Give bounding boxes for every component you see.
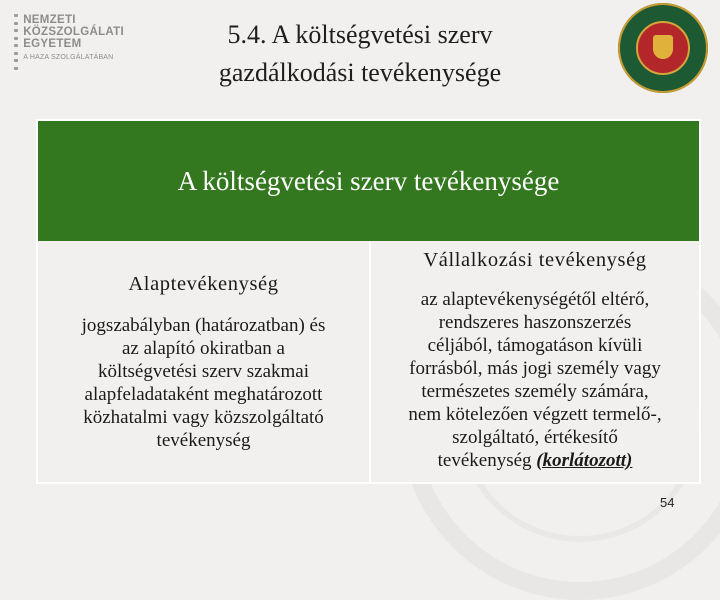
table-header-text: A költségvetési szerv tevékenysége [177,165,560,196]
seal-crest-icon [636,21,690,75]
text-line: forrásból, más jogi személy vagy [409,358,661,379]
logo-tagline: A HAZA SZOLGÁLATÁBAN [23,54,114,61]
text-line: rendszeres haszonszerzés [438,312,632,333]
core-activity-heading: Alaptevékenység [128,273,279,295]
text-line: tevékenység [156,430,251,451]
text-line: az alaptevékenységétől eltérő, [420,289,650,310]
slide-title-line2: gazdálkodási tevékenysége [218,58,502,87]
text-line: az alapító okiratban a [121,338,285,359]
university-logo [14,14,124,76]
text-line: jogszabályban (határozatban) és [81,315,326,336]
table-header [38,121,699,241]
activity-table [36,119,701,484]
text-line-last [377,449,693,472]
text-line: szolgáltató, értékesítő [452,427,618,448]
text-line: költségvetési szerv szakmai [97,361,310,382]
logo-text [23,14,124,64]
restricted-note: (korlátozott) [536,450,633,471]
business-activity-column [371,241,699,482]
slide-title-line1: 5.4. A költségvetési szerv [227,20,493,49]
core-activity-text [44,314,363,452]
logo-name-line3: EGYETEM [23,38,82,50]
text-line: alapfeladataként meghatározott [84,384,323,405]
core-activity-column [38,241,371,482]
logo-name-line2: KÖZSZOLGÁLATI [23,26,124,38]
text-plain: tevékenység [437,450,537,471]
text-line: természetes személy számára, [421,381,649,402]
text-line: céljából, támogatáson kívüli [427,335,643,356]
logo-name-line1: NEMZETI [23,14,76,26]
university-seal-icon [618,3,708,93]
logo-mark-icon [14,14,18,70]
text-line: közhatalmi vagy közszolgáltató [83,407,324,428]
business-activity-heading: Vállalkozási tevékenység [423,249,647,271]
slide-title [130,16,590,92]
text-line: nem kötelezően végzett termelő-, [408,404,662,425]
page-number: 54 [660,495,675,510]
business-activity-text [377,288,693,472]
